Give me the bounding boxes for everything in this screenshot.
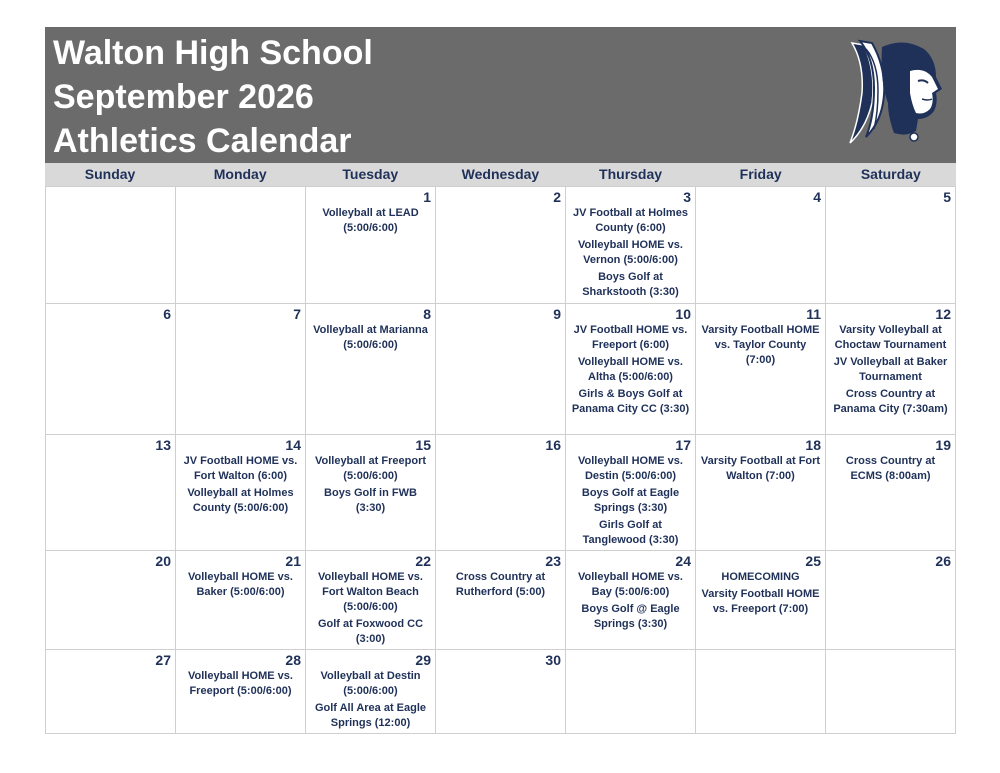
day-number: 4: [813, 189, 821, 205]
calendar-day-cell: [306, 187, 436, 304]
event-item: Varsity Football HOME vs. Freeport (7:00): [701, 588, 820, 615]
weekday-wednesday: Wednesday: [461, 166, 540, 182]
calendar-day-cell: [436, 187, 566, 304]
event-item: Volleyball HOME vs. Bay (5:00/6:00): [578, 571, 683, 598]
event-item: Volleyball HOME vs. Baker (5:00/6:00): [188, 571, 293, 598]
event-item: JV Football at Holmes County (6:00): [573, 207, 688, 234]
day-number: 22: [415, 553, 431, 569]
calendar-week-row: [46, 650, 956, 734]
day-number: 14: [285, 437, 301, 453]
calendar-day-cell: [306, 304, 436, 435]
event-item: JV Volleyball at Baker Tournament: [833, 356, 948, 383]
event-item: Varsity Football at Fort Walton (7:00): [700, 455, 821, 482]
weekday-tuesday: Tuesday: [342, 166, 399, 182]
day-number: 13: [155, 437, 171, 453]
event-item: Volleyball at Destin (5:00/6:00): [320, 670, 421, 697]
day-number: 2: [553, 189, 561, 205]
calendar-day-cell: [176, 187, 306, 304]
event-item: Volleyball HOME vs. Fort Walton Beach (5:00/6:00): [318, 571, 423, 613]
day-number: [570, 650, 691, 651]
day-number: 23: [545, 553, 561, 569]
event-item: Boys Golf @ Eagle Springs (3:30): [581, 603, 680, 630]
event-item: Volleyball at Freeport (5:00/6:00): [314, 455, 427, 482]
day-number: 18: [805, 437, 821, 453]
event-item: Varsity Football HOME vs. Taylor County (7:00): [701, 324, 820, 366]
calendar-week-row: [46, 187, 956, 304]
day-number: 6: [163, 306, 171, 322]
weekday-friday: Friday: [739, 166, 782, 182]
calendar-day-cell: [696, 187, 826, 304]
day-number: 5: [943, 189, 951, 205]
day-number: [830, 650, 951, 651]
day-number: 10: [675, 306, 691, 322]
day-number: 27: [155, 652, 171, 668]
event-item: Volleyball HOME vs. Destin (5:00/6:00): [578, 455, 683, 482]
calendar-header: [45, 27, 956, 163]
calendar-day-cell: [46, 187, 176, 304]
day-number: 29: [415, 652, 431, 668]
event-item: Girls & Boys Golf at Panama City CC (3:30): [571, 388, 690, 415]
day-number: 21: [285, 553, 301, 569]
calendar-day-cell: [696, 551, 826, 650]
calendar-week-row: [46, 435, 956, 551]
event-item: Volleyball at LEAD (5:00/6:00): [322, 207, 419, 234]
day-number: 20: [155, 553, 171, 569]
weekday-sunday: Sunday: [84, 166, 136, 182]
calendar-day-cell: [306, 650, 436, 734]
calendar-day-cell: [826, 551, 956, 650]
day-number: 12: [935, 306, 951, 322]
calendar-day-cell: [176, 551, 306, 650]
calendar-day-cell: [46, 551, 176, 650]
calendar-day-cell: [176, 304, 306, 435]
month-title: September 2026: [53, 78, 314, 116]
day-number: [700, 650, 821, 651]
day-number: 28: [285, 652, 301, 668]
event-item: Boys Golf at Sharkstooth (3:30): [582, 271, 679, 298]
day-number: 9: [553, 306, 561, 322]
calendar-day-cell: [696, 304, 826, 435]
calendar-day-cell: [566, 650, 696, 734]
calendar-grid: [45, 186, 956, 734]
calendar-day-cell: [46, 304, 176, 435]
mascot-logo-icon: [844, 33, 944, 149]
event-item: Cross Country at Panama City (7:30am): [833, 388, 948, 415]
school-name: Walton High School: [53, 34, 373, 72]
day-number: 30: [545, 652, 561, 668]
day-number: 17: [675, 437, 691, 453]
event-item: Boys Golf at Eagle Springs (3:30): [581, 487, 680, 514]
calendar-day-cell: [436, 304, 566, 435]
calendar-day-cell: [436, 551, 566, 650]
event-item: Varsity Volleyball at Choctaw Tournament: [834, 324, 947, 351]
weekday-monday: Monday: [213, 166, 267, 182]
calendar-day-cell: [46, 650, 176, 734]
event-item: Cross Country at ECMS (8:00am): [845, 455, 936, 482]
weekday-header-row: [45, 163, 956, 186]
calendar-day-cell: [436, 650, 566, 734]
event-item: JV Football HOME vs. Freeport (6:00): [573, 324, 688, 351]
event-item: Boys Golf in FWB (3:30): [324, 487, 417, 514]
weekday-thursday: Thursday: [599, 166, 663, 182]
calendar-day-cell: [306, 435, 436, 551]
day-number: 7: [293, 306, 301, 322]
event-item: Golf at Foxwood CC (3:00): [317, 618, 424, 645]
event-item: Girls Golf at Tanglewood (3:30): [582, 519, 679, 546]
calendar-title: Athletics Calendar: [53, 122, 352, 160]
calendar-day-cell: [566, 304, 696, 435]
calendar-day-cell: [306, 551, 436, 650]
event-item: Cross Country at Rutherford (5:00): [455, 571, 546, 598]
event-item: Volleyball HOME vs. Vernon (5:00/6:00): [578, 239, 683, 266]
day-number: 25: [805, 553, 821, 569]
day-number: 19: [935, 437, 951, 453]
calendar-day-cell: [826, 435, 956, 551]
calendar-week-row: [46, 551, 956, 650]
calendar-day-cell: [566, 187, 696, 304]
calendar-day-cell: [46, 435, 176, 551]
day-number: 15: [415, 437, 431, 453]
calendar-day-cell: [696, 650, 826, 734]
event-item: JV Football HOME vs. Fort Walton (6:00): [183, 455, 298, 482]
calendar-day-cell: [696, 435, 826, 551]
event-item: Volleyball HOME vs. Altha (5:00/6:00): [578, 356, 683, 383]
day-number: [50, 187, 171, 188]
day-number: 8: [423, 306, 431, 322]
day-number: 24: [675, 553, 691, 569]
day-number: 16: [545, 437, 561, 453]
event-item: Golf All Area at Eagle Springs (12:00): [314, 702, 427, 729]
calendar-day-cell: [176, 435, 306, 551]
calendar-day-cell: [436, 435, 566, 551]
event-item: Volleyball HOME vs. Freeport (5:00/6:00): [188, 670, 293, 697]
calendar-day-cell: [826, 187, 956, 304]
event-item: Volleyball at Marianna (5:00/6:00): [313, 324, 428, 351]
calendar-day-cell: [176, 650, 306, 734]
calendar-day-cell: [826, 304, 956, 435]
day-number: 1: [423, 189, 431, 205]
calendar-sheet: [45, 27, 956, 734]
day-number: 11: [806, 306, 821, 322]
calendar-day-cell: [566, 435, 696, 551]
event-item: HOMECOMING: [721, 571, 800, 583]
day-number: 26: [935, 553, 951, 569]
event-item: Volleyball at Holmes County (5:00/6:00): [187, 487, 294, 514]
calendar-week-row: [46, 304, 956, 435]
day-number: [180, 187, 301, 188]
weekday-saturday: Saturday: [860, 166, 921, 182]
calendar-day-cell: [566, 551, 696, 650]
day-number: 3: [683, 189, 691, 205]
calendar-day-cell: [826, 650, 956, 734]
